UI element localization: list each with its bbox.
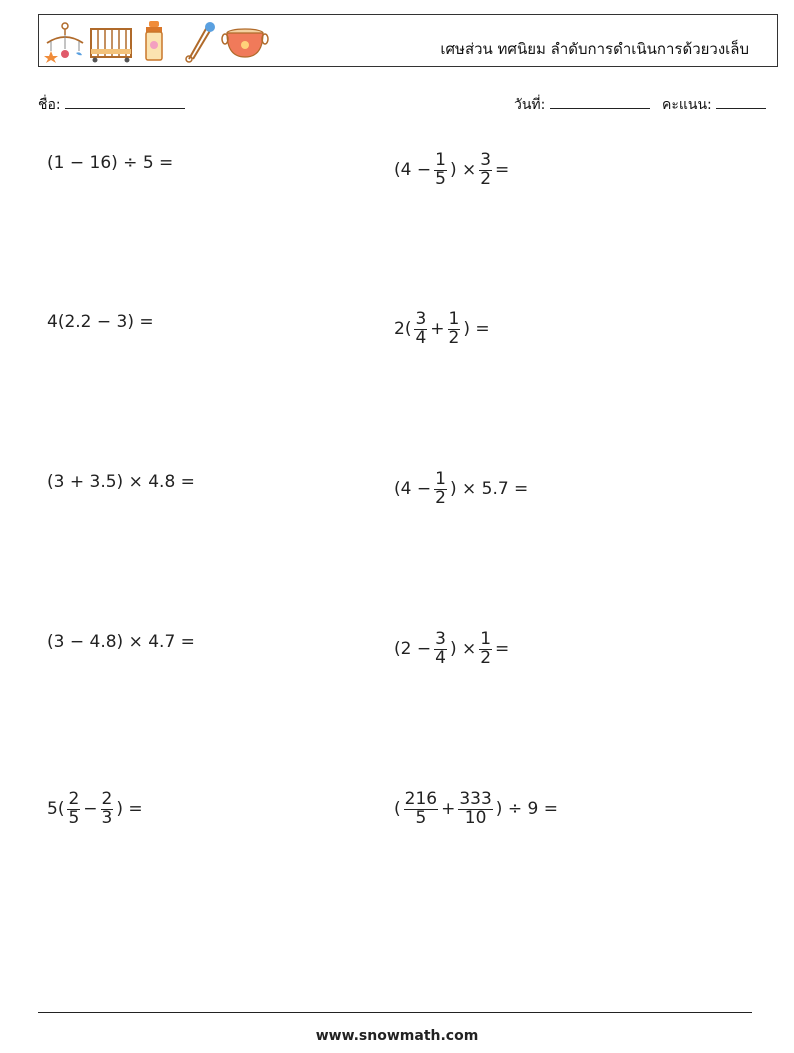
fraction (67, 788, 80, 828)
problem-10 (393, 779, 559, 839)
fraction (434, 628, 447, 668)
numerator: 3 (435, 628, 446, 649)
denominator: 3 (101, 807, 113, 828)
name-blank[interactable] (65, 94, 185, 109)
problem-1 (46, 133, 174, 193)
expression-text: + (441, 799, 456, 819)
expression-text: ) × 5.7 = (449, 479, 529, 499)
fraction (479, 149, 492, 189)
expression-text: ) = (116, 799, 143, 819)
denominator: 2 (435, 487, 446, 508)
safety-pin-icon (186, 22, 215, 62)
denominator: 5 (68, 807, 80, 828)
numerator: 216 (404, 788, 438, 809)
expression-text: ) × (449, 160, 477, 180)
problem-4 (393, 299, 491, 359)
denominator: 10 (464, 807, 487, 828)
score-blank[interactable] (716, 94, 766, 109)
fraction (448, 308, 461, 348)
crib-icon (91, 29, 131, 63)
numerator: 2 (68, 788, 80, 809)
expression-text: ( (394, 799, 401, 819)
expression-text: = (495, 160, 510, 180)
denominator: 2 (480, 168, 492, 189)
expression-text: ) × (449, 639, 477, 659)
problem-7 (46, 612, 196, 672)
name-field (38, 94, 185, 116)
fraction (434, 149, 447, 189)
denominator: 2 (480, 647, 492, 668)
expression-text: (3 − 4.8) × 4.7 = (47, 632, 195, 652)
numerator: 1 (435, 149, 446, 170)
denominator: 5 (415, 807, 427, 828)
expression-text: 4(2.2 − 3) = (47, 312, 154, 332)
fraction (404, 788, 438, 828)
expression-text: (4 − (394, 160, 432, 180)
name-label: ชื่อ: (38, 97, 61, 113)
header-icons (43, 19, 273, 63)
numerator: 333 (459, 788, 492, 809)
fraction (414, 308, 427, 348)
expression-text: − (83, 799, 98, 819)
problem-9 (46, 779, 144, 839)
footer-rule (38, 1012, 752, 1013)
header-box (38, 14, 778, 67)
expression-text: (1 − 16) ÷ 5 = (47, 153, 174, 173)
problem-6 (393, 459, 529, 519)
numerator: 1 (435, 468, 446, 489)
denominator: 5 (435, 168, 446, 189)
denominator: 4 (435, 647, 446, 668)
problem-5 (46, 452, 196, 512)
numerator: 2 (101, 788, 113, 809)
expression-text: (2 − (394, 639, 432, 659)
denominator: 4 (415, 327, 427, 348)
fraction (101, 788, 114, 828)
date-label: วันที่: (514, 97, 546, 113)
baby-bowl-icon (222, 29, 268, 57)
worksheet-title: เศษส่วน ทศนิยม ลำดับการดำเนินการด้วยวงเล็บ (440, 40, 749, 58)
expression-text: (4 − (394, 479, 432, 499)
expression-text: = (495, 639, 510, 659)
expression-text: + (430, 319, 445, 339)
denominator: 2 (448, 327, 460, 348)
numerator: 1 (480, 628, 492, 649)
baby-bottle-icon (146, 21, 162, 60)
fraction (458, 788, 492, 828)
fraction (479, 628, 492, 668)
fraction (434, 468, 447, 508)
numerator: 1 (448, 308, 460, 329)
expression-text: 2( (394, 319, 412, 339)
footer-url: www.snowmath.com (315, 1028, 479, 1044)
score-label: คะแนน: (662, 97, 712, 113)
numerator: 3 (415, 308, 427, 329)
date-blank[interactable] (550, 94, 650, 109)
numerator: 3 (480, 149, 492, 170)
expression-text: (3 + 3.5) × 4.8 = (47, 472, 195, 492)
score-field (662, 94, 766, 116)
expression-text: ) ÷ 9 = (495, 799, 558, 819)
date-field (514, 94, 650, 116)
expression-text: 5( (47, 799, 65, 819)
problem-3 (46, 292, 155, 352)
problem-2 (393, 140, 510, 200)
expression-text: ) = (463, 319, 490, 339)
baby-mobile-icon (44, 23, 83, 63)
problem-8 (393, 619, 510, 679)
